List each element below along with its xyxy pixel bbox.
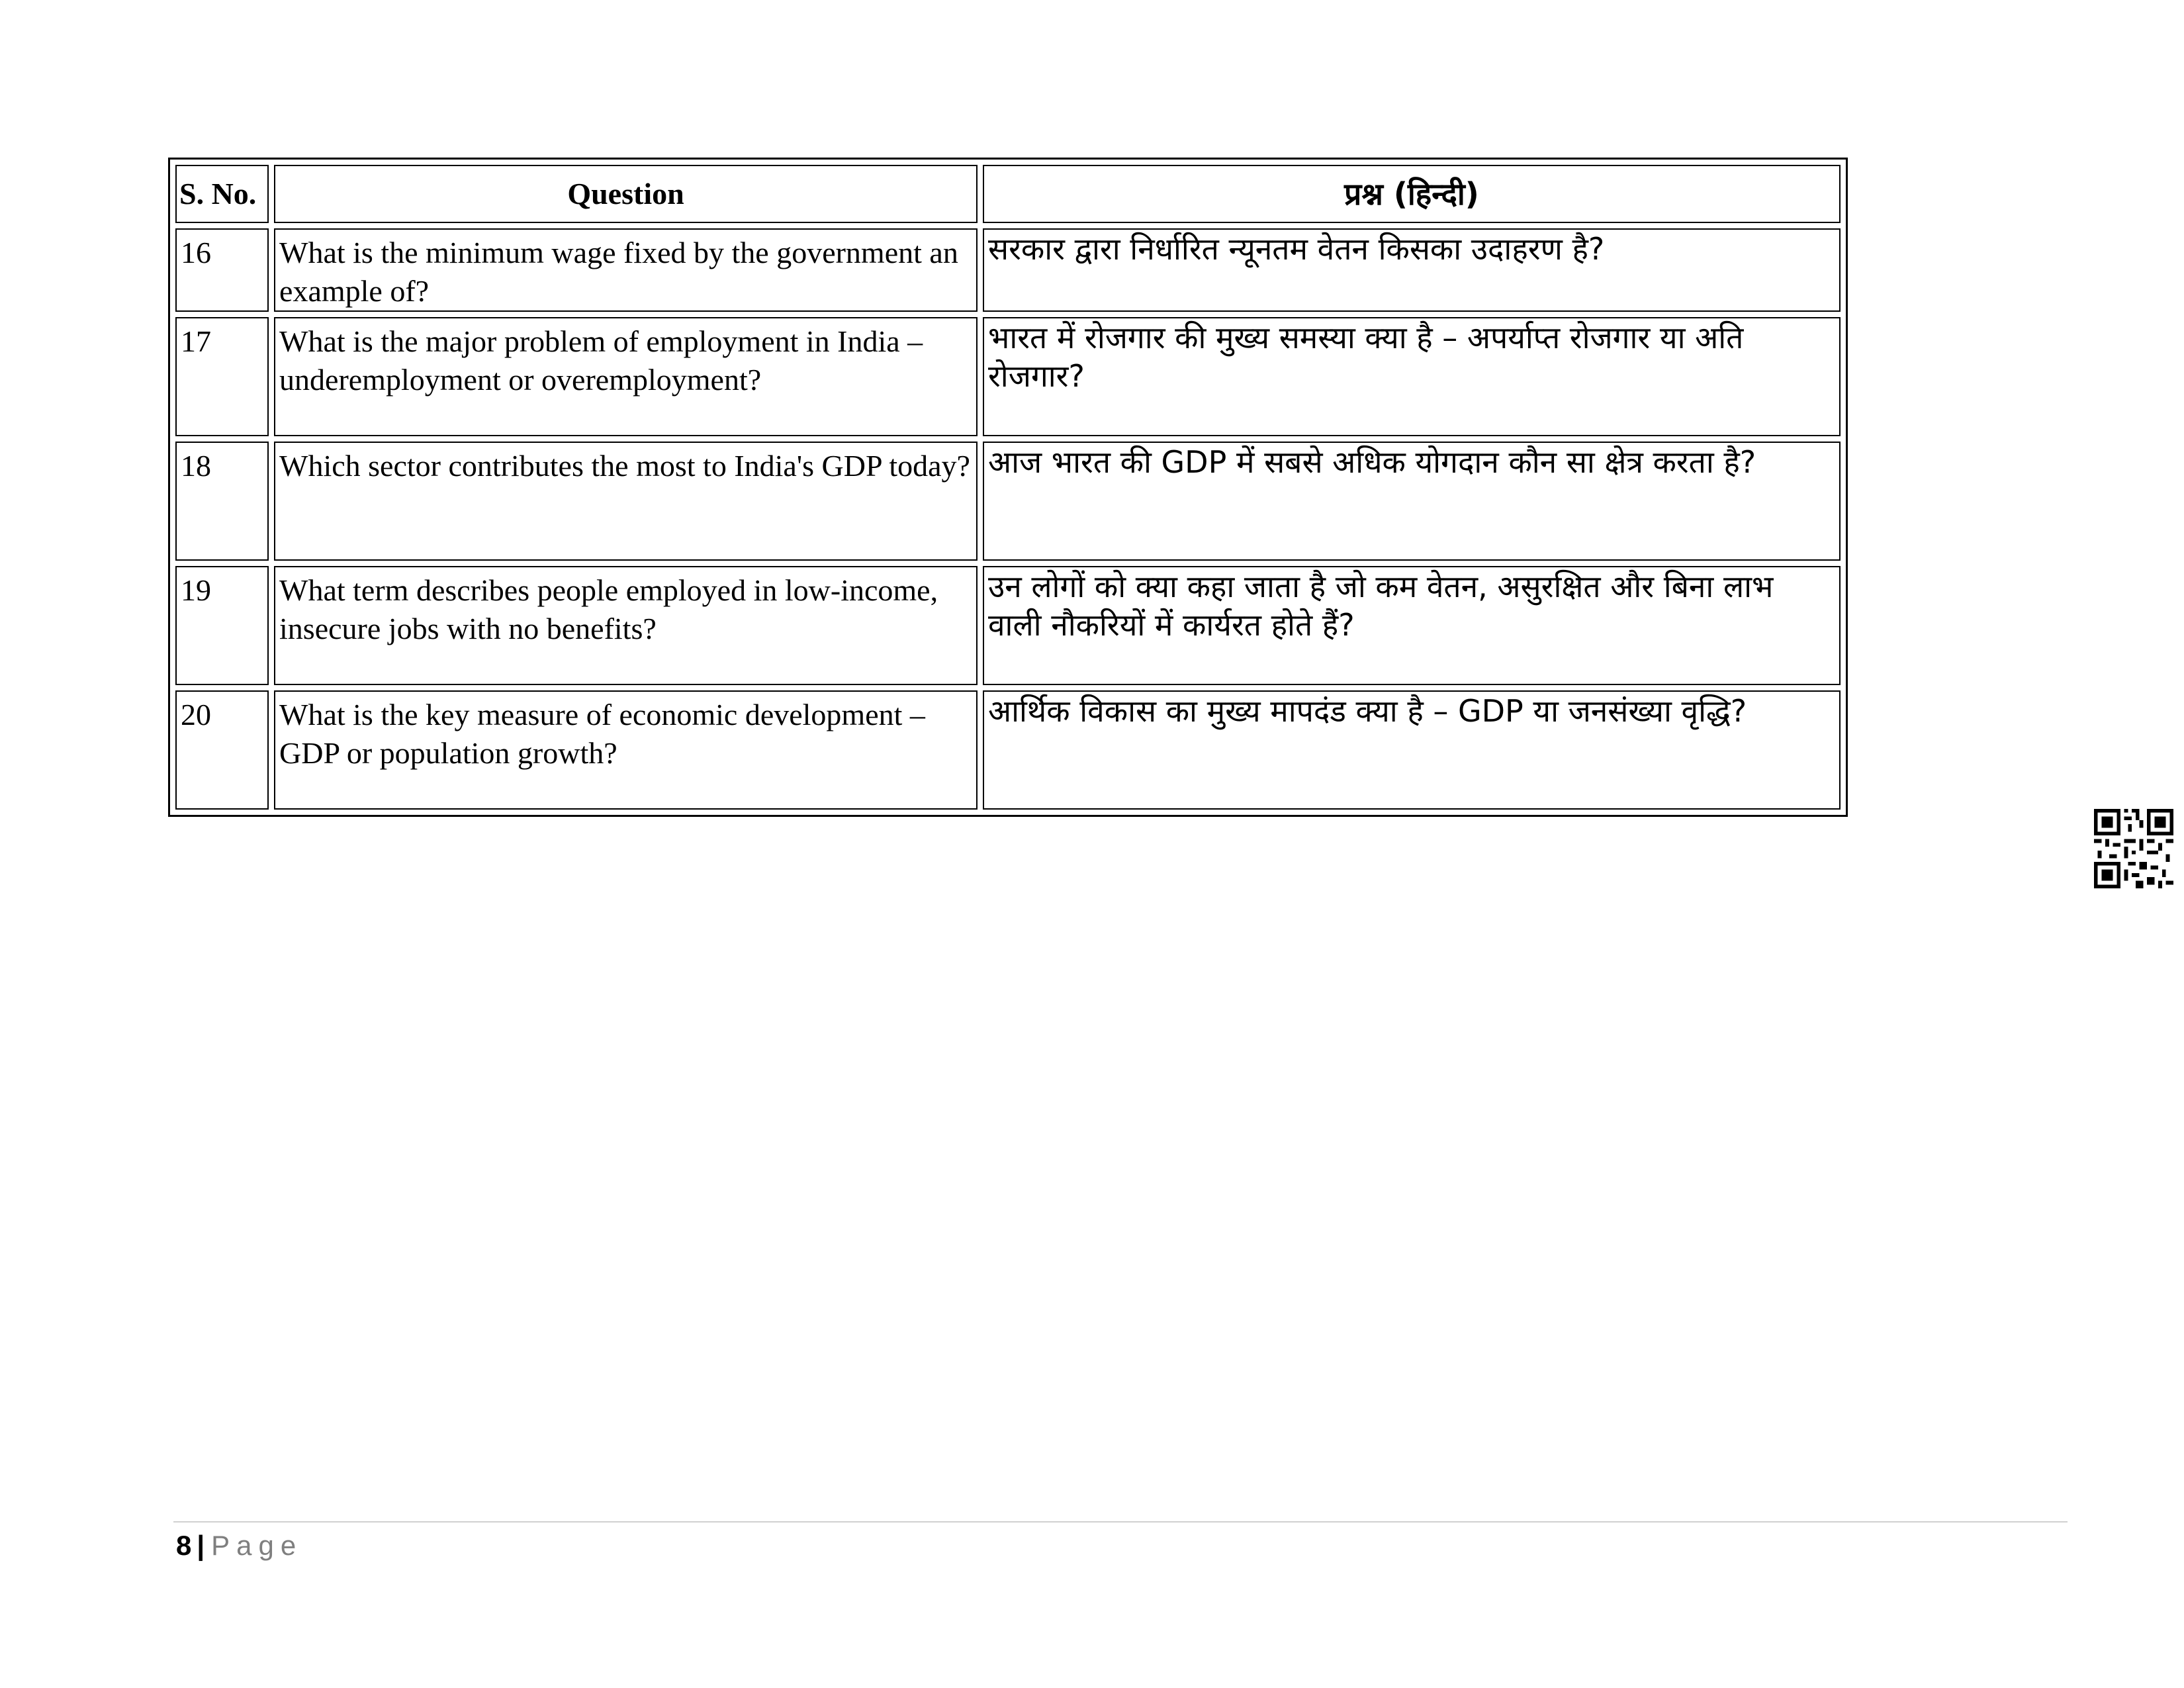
table-row [175,317,1841,436]
table-row [175,228,1841,312]
table-header-row [175,165,1841,223]
cell-question: What is the minimum wage fixed by the government an example of? [274,228,978,312]
cell-hindi: आज भारत की GDP में सबसे अधिक योगदान कौन सा क्षेत्र करता है? [983,442,1841,561]
footer-divider [173,1521,2068,1523]
qr-code-icon[interactable] [2094,809,2173,888]
header-question: Question [274,165,978,223]
cell-sno: 18 [175,442,269,561]
header-hindi: प्रश्न (हिन्दी) [983,165,1841,223]
page-number: 8 [176,1530,192,1561]
table-row [175,566,1841,685]
cell-sno: 17 [175,317,269,436]
page-label: Page [211,1530,303,1561]
cell-question: Which sector contributes the most to India's GDP today? [274,442,978,561]
cell-sno: 19 [175,566,269,685]
header-sno: S. No. [175,165,269,223]
cell-sno: 16 [175,228,269,312]
cell-hindi: उन लोगों को क्या कहा जाता है जो कम वेतन, असुरक्षित और बिना लाभ वाली नौकरियों में कार्यरत होते हैं? [983,566,1841,685]
cell-hindi: आर्थिक विकास का मुख्य मापदंड क्या है – GDP या जनसंख्या वृद्धि? [983,690,1841,810]
table-row [175,442,1841,561]
table-row [175,690,1841,810]
question-table [168,158,1848,817]
footer-separator: | [197,1530,205,1561]
cell-hindi: भारत में रोजगार की मुख्य समस्या क्या है – अपर्याप्त रोजगार या अति रोजगार? [983,317,1841,436]
cell-hindi: सरकार द्वारा निर्धारित न्यूनतम वेतन किसका उदाहरण है? [983,228,1841,312]
cell-question: What is the key measure of economic development – GDP or population growth? [274,690,978,810]
cell-sno: 20 [175,690,269,810]
cell-question: What is the major problem of employment in India – underemployment or overemployment? [274,317,978,436]
cell-question: What term describes people employed in low-income, insecure jobs with no benefits? [274,566,978,685]
page-footer [176,1528,302,1564]
